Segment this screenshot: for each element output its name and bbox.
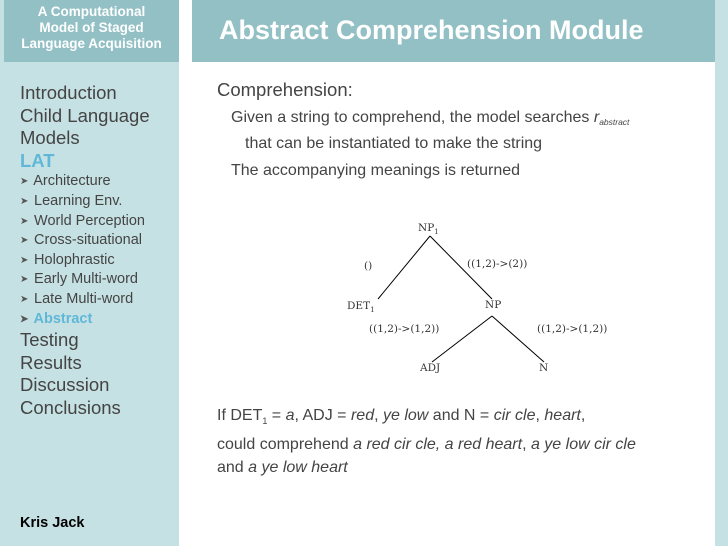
r-symbol: r bbox=[593, 109, 600, 126]
nav-subitem-label: Holophrastic bbox=[34, 251, 115, 268]
arrow-icon: ➤ bbox=[20, 176, 29, 188]
nav-item-child-language[interactable]: Child Language bbox=[20, 104, 150, 126]
arrow-icon: ➤ bbox=[20, 254, 29, 266]
r-subscript: abstract bbox=[599, 117, 630, 127]
nav-item-conclusions[interactable]: Conclusions bbox=[20, 396, 121, 418]
nav-item-testing[interactable]: Testing bbox=[20, 329, 79, 351]
description-paragraph bbox=[217, 107, 707, 155]
nav-item-models[interactable]: Models bbox=[20, 127, 80, 149]
nav-subitem-architecture[interactable] bbox=[20, 172, 150, 192]
author-name: Kris Jack bbox=[20, 515, 85, 531]
section-heading: Comprehension: bbox=[217, 79, 353, 100]
sidebar-title-line: Model of Staged bbox=[39, 20, 144, 35]
arrow-icon: ➤ bbox=[20, 195, 29, 207]
nav-subitem-label: Architecture bbox=[33, 173, 111, 190]
page-title: Abstract Comprehension Module bbox=[219, 15, 644, 45]
nav-subitem-label: Cross-situational bbox=[34, 232, 143, 249]
sidebar-title bbox=[4, 0, 179, 62]
nav-subitem-abstract[interactable] bbox=[20, 310, 150, 330]
nav-item-lat[interactable]: LAT bbox=[20, 149, 55, 171]
tree-node-det: $DET_1$ bbox=[347, 300, 375, 314]
description-text-continued: that can be instantiated to make the string bbox=[245, 135, 543, 152]
tree-node-np: NP bbox=[485, 299, 502, 311]
arrow-icon: ➤ bbox=[20, 274, 29, 286]
nav-subitem-label: Early Multi-word bbox=[34, 271, 138, 288]
conclusion-text bbox=[217, 404, 712, 479]
nav-subitem-early-multi-word[interactable] bbox=[20, 270, 150, 290]
arrow-icon: ➤ bbox=[20, 313, 29, 325]
nav-subitem-holophrastic[interactable] bbox=[20, 251, 150, 271]
sidebar bbox=[4, 0, 179, 546]
tree-edge-root-left bbox=[378, 236, 430, 299]
conclusion-line-2: could comprehend a red cir cle, a red heart, a ye low cir cle bbox=[217, 436, 636, 454]
header-bar bbox=[192, 0, 715, 62]
conclusion-line-1: If $DET_1 = a$, ADJ = red, ye low and N = cir cle, heart, bbox=[217, 407, 586, 427]
nav-subitem-label: World Perception bbox=[34, 212, 145, 229]
sidebar-title-line: Language Acquisition bbox=[21, 36, 162, 51]
nav-subitem-world-perception[interactable] bbox=[20, 212, 150, 232]
nav-subitem-label: Late Multi-word bbox=[34, 290, 134, 307]
nav-subitem-cross-situational[interactable] bbox=[20, 231, 150, 251]
right-edge-strip bbox=[715, 0, 728, 546]
nav-item-introduction[interactable]: Introduction bbox=[20, 82, 117, 103]
nav-item-results[interactable]: Results bbox=[20, 351, 82, 373]
nav-subitem-late-multi-word[interactable] bbox=[20, 290, 150, 310]
tree-meaning-adj: ((1,2)->(1,2)) bbox=[369, 323, 440, 335]
conclusion-line-3: and a ye low heart bbox=[217, 459, 348, 477]
parse-tree-diagram bbox=[192, 212, 715, 392]
nav-subitem-label: Learning Env. bbox=[34, 192, 123, 209]
tree-edge-np-left bbox=[432, 316, 492, 362]
tree-meaning-left: () bbox=[364, 260, 373, 272]
result-paragraph: The accompanying meanings is returned bbox=[231, 162, 521, 179]
tree-node-root: $NP_1$ bbox=[418, 222, 439, 236]
main-content bbox=[217, 78, 707, 182]
description-text: Given a string to comprehend, the model searches bbox=[231, 109, 594, 126]
nav-subitem-learning-env[interactable] bbox=[20, 192, 150, 212]
tree-meaning-right: ((1,2)->(2)) bbox=[467, 258, 528, 270]
arrow-icon: ➤ bbox=[20, 235, 29, 247]
tree-node-adj: ADJ bbox=[420, 362, 441, 374]
sidebar-divider bbox=[179, 0, 192, 546]
tree-meaning-n: ((1,2)->(1,2)) bbox=[537, 323, 608, 335]
arrow-icon: ➤ bbox=[20, 215, 29, 227]
nav-subitem-label: Abstract bbox=[33, 310, 93, 327]
nav-item-discussion[interactable]: Discussion bbox=[20, 374, 110, 396]
sidebar-nav bbox=[20, 82, 150, 420]
tree-node-n: N bbox=[539, 362, 549, 374]
sidebar-title-line: A Computational bbox=[37, 4, 146, 19]
arrow-icon: ➤ bbox=[20, 293, 29, 305]
